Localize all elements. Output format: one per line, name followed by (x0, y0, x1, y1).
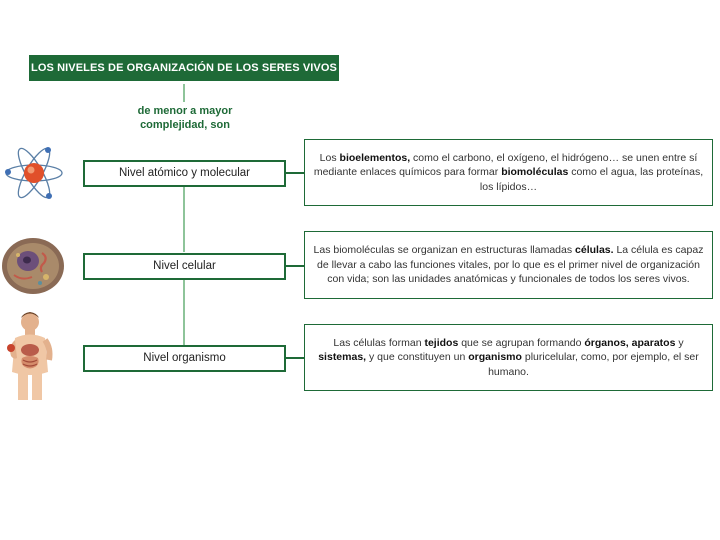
description-run: Los (319, 151, 340, 164)
level-box-cellular (83, 253, 286, 280)
atom-icon (3, 145, 65, 201)
description-run: Las células forman (333, 336, 425, 349)
connector-horizontal-3 (286, 357, 304, 359)
connector-1-2 (183, 186, 185, 252)
description-atomic-molecular (304, 139, 713, 206)
description-bold-term: tejidos (424, 336, 459, 349)
level-label: Nivel atómico y molecular (118, 167, 250, 179)
human-body-icon (2, 312, 60, 402)
level-box-organism (83, 345, 286, 372)
connector-horizontal-1 (286, 172, 304, 174)
subtitle-line-1: de menor a mayor (137, 105, 233, 117)
description-bold-term: órganos, aparatos (584, 336, 676, 349)
level-box-atomic-molecular (83, 160, 286, 187)
description-bold-term: biomoléculas (501, 166, 569, 179)
description-text (311, 336, 706, 380)
cell-icon (0, 235, 66, 297)
description-bold-term: células. (575, 244, 614, 257)
description-text (311, 151, 706, 195)
description-organism (304, 324, 713, 391)
description-run: como el agua, las proteínas, los lípidos… (479, 166, 704, 193)
description-run: La célula es capaz de llevar a cabo las funciones vitales, por lo que es el primer nivel de organización con vida; son las unidades anatómicas y funcionales de todos los seres vivos. (317, 244, 704, 286)
description-bold-term: sistemas, (318, 351, 367, 364)
connector-2-3 (183, 279, 185, 345)
subtitle-line-2: complejidad, son (140, 119, 230, 131)
diagram-subtitle (110, 104, 260, 132)
level-label: Nivel celular (153, 260, 216, 272)
description-run: como el carbono, el oxígeno, el hidrógeno… se unen entre sí mediante enlaces químicos para formar (313, 151, 698, 179)
description-bold-term: organismo (468, 351, 522, 364)
level-label: Nivel organismo (143, 352, 226, 364)
description-text (311, 243, 706, 287)
description-run: que se agrupan formando (458, 336, 585, 349)
connector-top (183, 84, 185, 102)
connector-horizontal-2 (286, 265, 304, 267)
diagram-title: LOS NIVELES DE ORGANIZACIÓN DE LOS SERES VIVOS (29, 55, 339, 81)
description-run: y que constituyen un (366, 351, 469, 364)
description-cellular (304, 231, 713, 299)
description-bold-term: bioelementos, (339, 151, 411, 164)
description-run: pluricelular, como, por ejemplo, el ser humano. (488, 351, 699, 378)
description-run: Las biomoléculas se organizan en estructuras llamadas (313, 244, 576, 257)
description-run: y (675, 336, 684, 349)
